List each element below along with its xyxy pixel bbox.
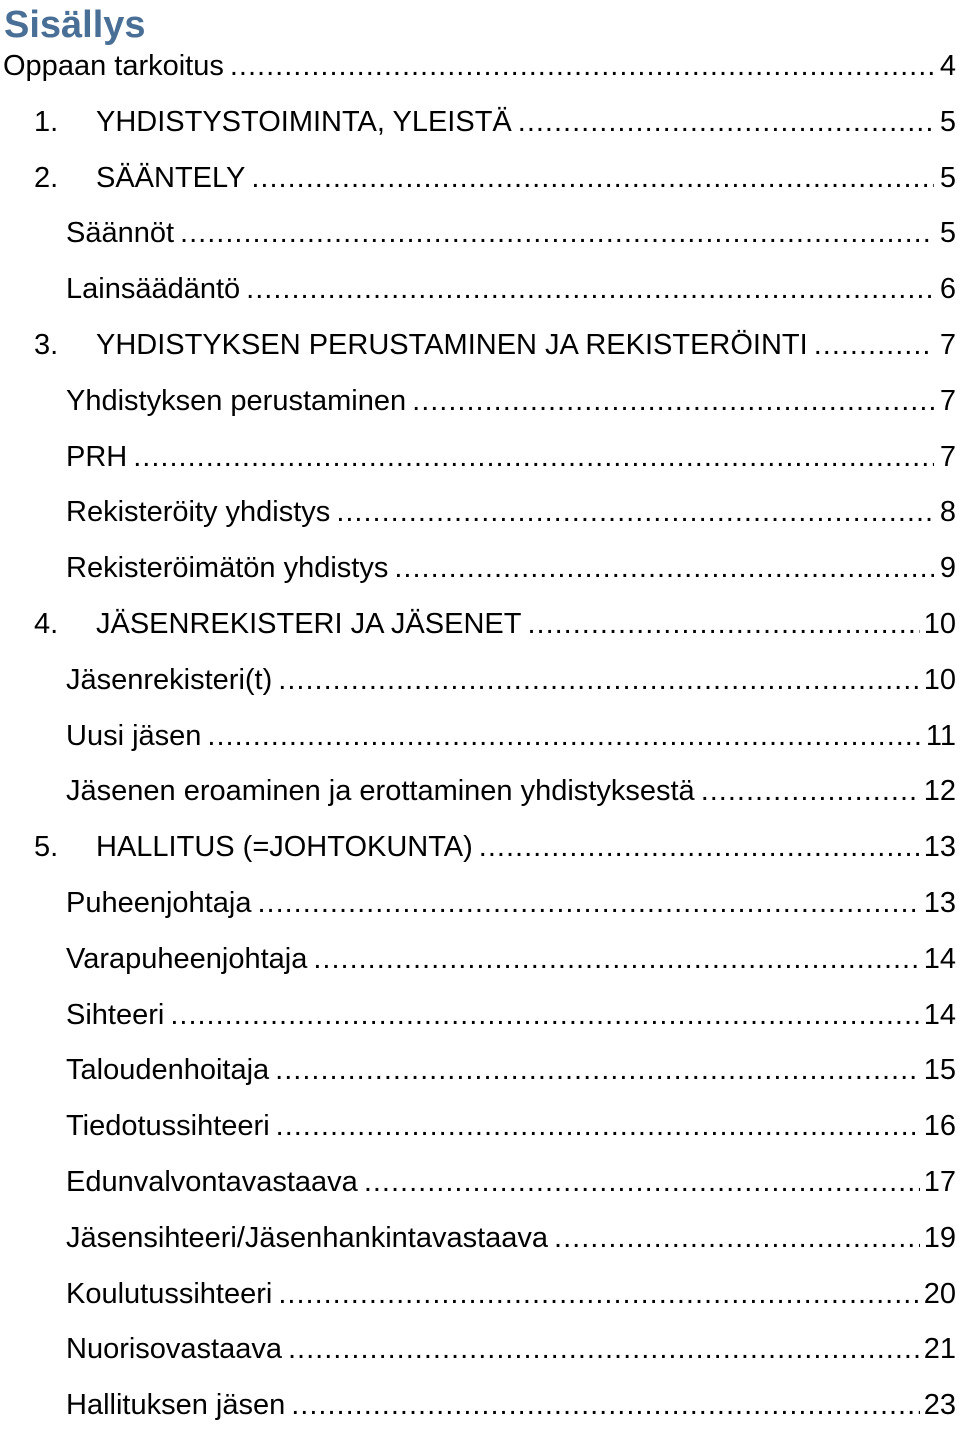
toc-entry-label: Jäsenrekisteri(t) xyxy=(66,663,273,696)
toc-entry-label: HALLITUS (=JOHTOKUNTA) xyxy=(96,831,473,864)
toc-dot-leader xyxy=(230,38,934,94)
toc-entry-page-number: 11 xyxy=(925,719,956,752)
toc-entry-number: 4. xyxy=(34,608,59,640)
toc-entry[interactable] xyxy=(0,205,960,261)
toc-entry[interactable] xyxy=(0,987,960,1043)
toc-entry-label: Puheenjohtaja xyxy=(66,887,252,919)
toc-dot-leader xyxy=(251,150,934,206)
toc-entry-label: Säännöt xyxy=(66,217,175,250)
toc-entry[interactable] xyxy=(0,429,960,485)
toc-entry-label: Taloudenhoitaja xyxy=(66,1054,270,1087)
toc-entry[interactable] xyxy=(0,94,960,150)
toc-entry[interactable] xyxy=(0,1098,960,1154)
toc-entry[interactable] xyxy=(0,819,960,875)
toc-entry-label: Oppaan tarkoitus xyxy=(3,50,224,82)
toc-entry-label: Rekisteröimätön yhdistys xyxy=(66,552,389,585)
toc-entry-page-number: 5 xyxy=(939,217,956,250)
toc-entry[interactable] xyxy=(0,484,960,540)
toc-entry-page-number: 4 xyxy=(939,50,956,82)
toc-entry[interactable] xyxy=(0,317,960,373)
toc-dot-leader xyxy=(276,1098,920,1154)
toc-dot-leader xyxy=(207,708,921,764)
toc-entry-page-number: 20 xyxy=(923,1277,956,1310)
toc-entry-page-number: 7 xyxy=(939,329,956,361)
toc-entry-label: Tiedotussihteeri xyxy=(66,1110,270,1143)
toc-entry-label: PRH xyxy=(66,440,128,473)
toc-entry[interactable] xyxy=(0,1266,960,1322)
toc-title: Sisällys xyxy=(4,4,146,46)
toc-entry-page-number: 21 xyxy=(923,1333,956,1366)
toc-entry[interactable] xyxy=(0,540,960,596)
toc-entry-page-number: 17 xyxy=(923,1166,956,1198)
toc-dot-leader xyxy=(412,373,934,429)
toc-entry-label: Koulutussihteeri xyxy=(66,1277,273,1310)
toc-entry-label: Jäsenen eroaminen ja erottaminen yhdistyksestä xyxy=(66,775,695,808)
toc-entry-page-number: 7 xyxy=(939,440,956,473)
toc-dot-leader xyxy=(291,1377,920,1433)
toc-entry-label: Uusi jäsen xyxy=(66,719,202,752)
toc-dot-leader xyxy=(814,317,934,373)
toc-entry-label: JÄSENREKISTERI JA JÄSENET xyxy=(96,608,522,640)
toc-entry[interactable] xyxy=(0,1042,960,1098)
toc-dot-leader xyxy=(554,1210,920,1266)
toc-dot-leader xyxy=(364,1154,920,1210)
toc-dot-leader xyxy=(527,596,919,652)
toc-entry-page-number: 10 xyxy=(923,608,956,640)
toc-dot-leader xyxy=(170,987,919,1043)
toc-entry-label: Yhdistyksen perustaminen xyxy=(66,384,407,417)
toc-entry[interactable] xyxy=(0,1321,960,1377)
toc-entry-label: YHDISTYKSEN PERUSTAMINEN JA REKISTERÖINTI xyxy=(96,329,808,361)
toc-dot-leader xyxy=(246,261,934,317)
toc-entry-page-number: 12 xyxy=(923,775,956,808)
toc-dot-leader xyxy=(275,1042,920,1098)
toc-entry-label: Jäsensihteeri/Jäsenhankintavastaava xyxy=(66,1221,549,1254)
toc-entry-page-number: 14 xyxy=(923,942,956,975)
toc-entry[interactable] xyxy=(0,373,960,429)
toc-entry-page-number: 10 xyxy=(923,663,956,696)
toc-dot-leader xyxy=(313,931,919,987)
toc-entry[interactable] xyxy=(0,1377,960,1433)
toc-dot-leader xyxy=(394,540,934,596)
toc-dot-leader xyxy=(288,1321,920,1377)
toc-entry-page-number: 7 xyxy=(939,384,956,417)
toc-entry-label: Sihteeri xyxy=(66,998,165,1031)
toc-entry-page-number: 14 xyxy=(923,998,956,1031)
toc-entry-page-number: 9 xyxy=(939,552,956,585)
toc-entry-page-number: 13 xyxy=(923,831,956,864)
toc-entry-page-number: 13 xyxy=(923,887,956,919)
toc-entry-label: Lainsäädäntö xyxy=(66,273,241,306)
toc-dot-leader xyxy=(180,205,934,261)
toc-entry-label: Nuorisovastaava xyxy=(66,1333,282,1366)
toc-dot-leader xyxy=(133,429,934,485)
toc-entry[interactable] xyxy=(0,261,960,317)
toc-entry-label: YHDISTYSTOIMINTA, YLEISTÄ xyxy=(96,105,512,138)
toc-entry[interactable] xyxy=(0,763,960,819)
toc-entry[interactable] xyxy=(0,38,960,94)
toc-entry-page-number: 8 xyxy=(939,496,956,529)
toc-entry-number: 3. xyxy=(34,329,59,361)
toc-dot-leader xyxy=(257,875,919,931)
toc-entry-label: Edunvalvontavastaava xyxy=(66,1166,358,1198)
toc-entry-page-number: 19 xyxy=(923,1221,956,1254)
toc-entry[interactable] xyxy=(0,1210,960,1266)
toc-entry-page-number: 16 xyxy=(923,1110,956,1143)
toc-entry-label: Rekisteröity yhdistys xyxy=(66,496,331,529)
toc-entry[interactable] xyxy=(0,1154,960,1210)
toc-dot-leader xyxy=(479,819,920,875)
toc-entry-page-number: 15 xyxy=(923,1054,956,1087)
toc-entry-page-number: 5 xyxy=(939,105,956,138)
toc-entry-label: SÄÄNTELY xyxy=(96,161,246,194)
toc-entry-label: Hallituksen jäsen xyxy=(66,1389,286,1422)
toc-entry[interactable] xyxy=(0,652,960,708)
toc-entry-page-number: 23 xyxy=(923,1389,956,1422)
toc-entry-page-number: 6 xyxy=(939,273,956,306)
toc-entry-page-number: 5 xyxy=(939,161,956,194)
toc-dot-leader xyxy=(518,94,934,150)
toc-entry[interactable] xyxy=(0,596,960,652)
toc-dot-leader xyxy=(278,652,919,708)
toc-entry-label: Varapuheenjohtaja xyxy=(66,942,308,975)
toc-dot-leader xyxy=(701,763,920,819)
toc-entry[interactable] xyxy=(0,875,960,931)
toc-dot-leader xyxy=(278,1266,919,1322)
toc-entry[interactable] xyxy=(0,708,960,764)
toc-entry[interactable] xyxy=(0,931,960,987)
toc-entry-number: 5. xyxy=(34,831,59,864)
toc-entry-number: 2. xyxy=(34,161,59,194)
toc-entry[interactable] xyxy=(0,150,960,206)
toc-dot-leader xyxy=(336,484,934,540)
toc-entry-number: 1. xyxy=(34,105,59,138)
